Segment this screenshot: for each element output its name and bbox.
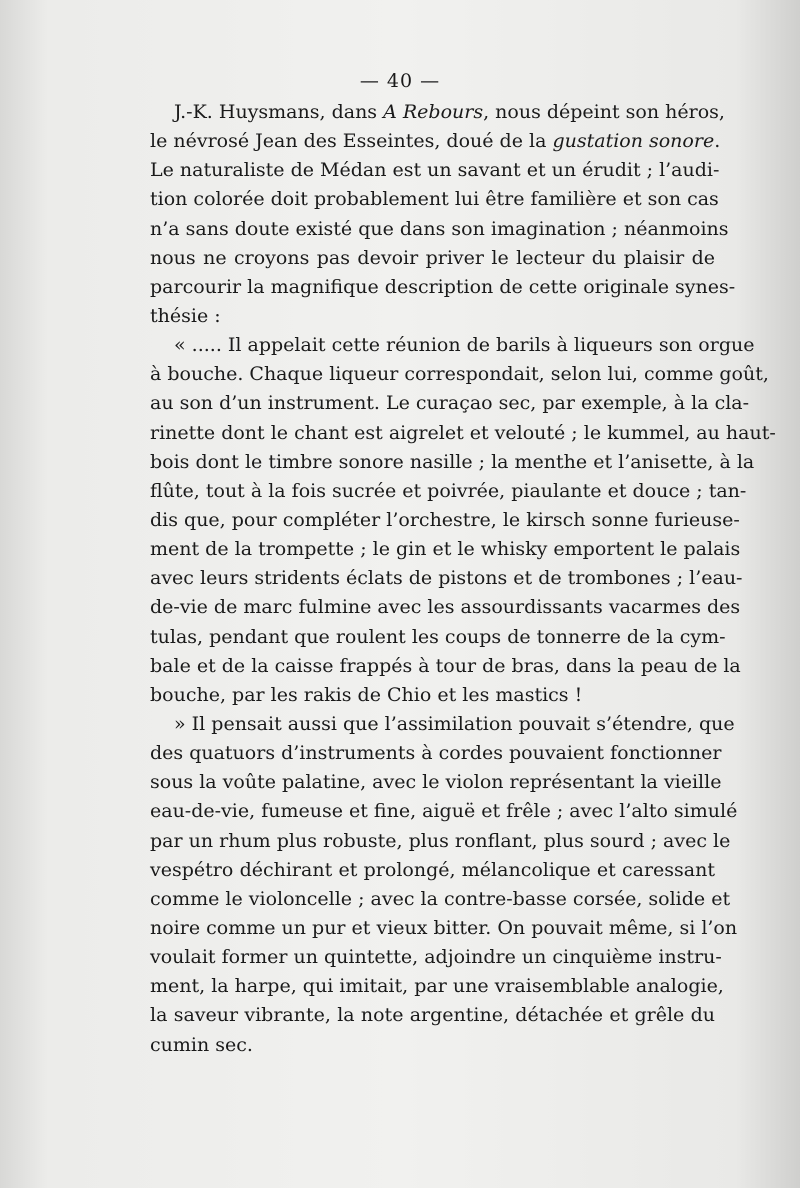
text-line: tulas, pendant que roulent les coups de tonnerre de la cym-	[150, 625, 726, 648]
text-line: bouche, par les rakis de Chio et les mastics !	[150, 683, 583, 706]
text-line: n’a sans doute existé que dans son imagination ; néanmoins	[150, 217, 729, 240]
text-line: voulait former un quintette, adjoindre un cinquième instru-	[150, 946, 722, 969]
text-line: la saveur vibrante, la note argentine, détachée et grêle du	[150, 1004, 715, 1027]
text-line: dis que, pour compléter l’orchestre, le kirsch sonne furieuse-	[150, 508, 740, 531]
text-line: Le naturaliste de Médan est un savant et un érudit ; l’audi-	[150, 159, 720, 182]
text-line: au son d’un instrument. Le curaçao sec, par exemple, à la cla-	[150, 392, 750, 415]
text-line: bois dont le timbre sonore nasille ; la menthe et l’anisette, à la	[150, 450, 755, 473]
text-line: cumin sec.	[150, 1033, 253, 1056]
text-line: J.-K. Huysmans, dans A Rebours, nous dépeint son héros,	[174, 101, 725, 123]
text-line: ment, la harpe, qui imitait, par une vraisemblable analogie,	[150, 975, 724, 998]
text-line: rinette dont le chant est aigrelet et velouté ; le kummel, au haut-	[150, 421, 776, 444]
text-line: noire comme un pur et vieux bitter. On pouvait même, si l’on	[150, 916, 738, 939]
text-line: nous ne croyons pas devoir priver le lecteur du plaisir de	[150, 246, 715, 269]
text-line: par un rhum plus robuste, plus ronflant, plus sourd ; avec le	[150, 829, 731, 852]
text-line: comme le violoncelle ; avec la contre-basse corsée, solide et	[150, 887, 731, 910]
text-line: à bouche. Chaque liqueur correspondait, selon lui, comme goût,	[150, 363, 769, 386]
text-line: ment de la trompette ; le gin et le whisky emportent le palais	[150, 538, 741, 561]
text-line: eau-de-vie, fumeuse et fine, aiguë et frêle ; avec l’alto simulé	[150, 800, 738, 823]
text-line: avec leurs stridents éclats de pistons et de trombones ; l’eau-	[150, 567, 743, 590]
text-line: thésie :	[150, 304, 221, 327]
body-text	[150, 98, 776, 1060]
text-line: flûte, tout à la fois sucrée et poivrée, piaulante et douce ; tan-	[150, 479, 747, 502]
page-number: — 40 —	[359, 70, 441, 92]
text-line: de-vie de marc fulmine avec les assourdissants vacarmes des	[150, 596, 741, 619]
text-line: bale et de la caisse frappés à tour de bras, dans la peau de la	[150, 654, 741, 677]
text-line: sous la voûte palatine, avec le violon représentant la vieille	[150, 771, 722, 794]
text-line: « ..... Il appelait cette réunion de barils à liqueurs son orgue	[174, 334, 755, 357]
text-line: vespétro déchirant et prolongé, mélancolique et caressant	[150, 858, 715, 881]
text-line: tion colorée doit probablement lui être familière et son cas	[150, 188, 719, 211]
text-line: » Il pensait aussi que l’assimilation pouvait s’étendre, que	[174, 712, 735, 735]
text-line: parcourir la magnifique description de cette originale synes-	[150, 275, 736, 298]
text-line: le névrosé Jean des Esseintes, doué de la gustation sonore.	[150, 130, 721, 153]
text-line: des quatuors d’instruments à cordes pouvaient fonctionner	[150, 742, 722, 765]
